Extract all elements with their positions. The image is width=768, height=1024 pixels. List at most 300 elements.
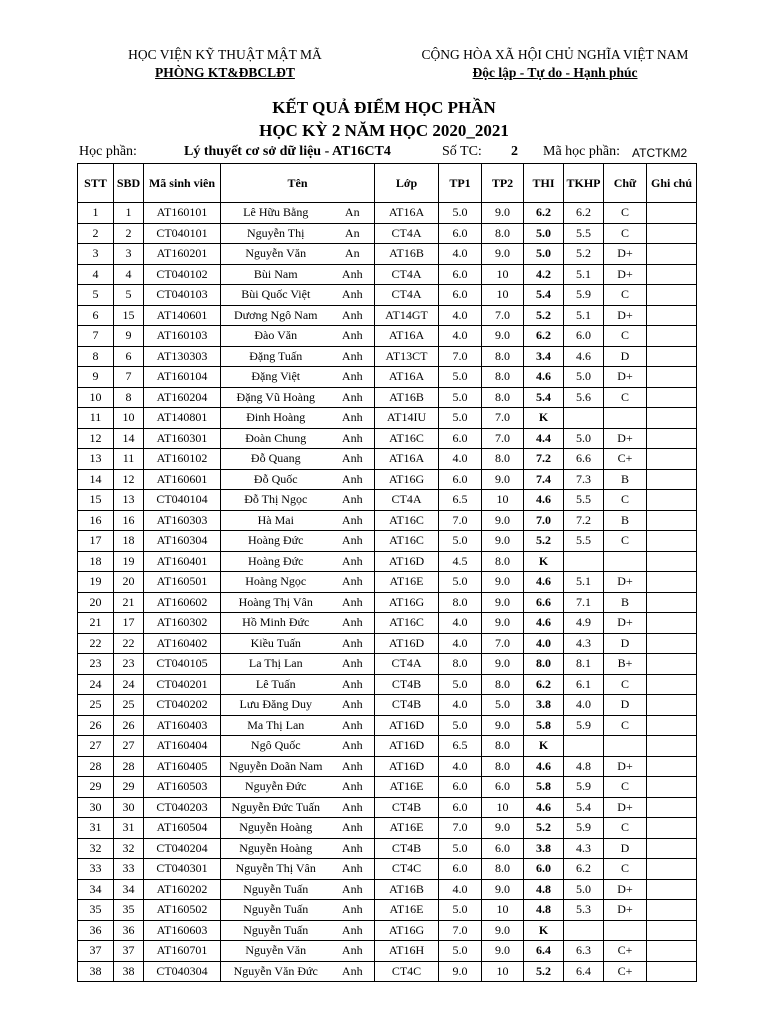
class-cell: AT16C <box>375 613 439 634</box>
grade-letter-cell <box>604 551 647 572</box>
table-row <box>78 223 697 244</box>
grade-letter-cell: C <box>604 859 647 880</box>
tkhp-cell: 6.3 <box>564 941 604 962</box>
tp2-cell: 8.0 <box>482 223 524 244</box>
given-name-cell: Anh <box>331 777 375 798</box>
given-name-cell: Anh <box>331 510 375 531</box>
table-row <box>78 654 697 675</box>
stt-cell: 2 <box>78 223 114 244</box>
sbd-cell: 20 <box>114 572 144 593</box>
table-row <box>78 387 697 408</box>
tp2-cell: 9.0 <box>482 592 524 613</box>
surname-cell: Hoàng Ngọc <box>221 572 331 593</box>
table-row <box>78 920 697 941</box>
tp1-cell: 6.0 <box>439 469 482 490</box>
student-id-cell: CT040304 <box>144 961 221 982</box>
note-cell <box>647 797 697 818</box>
stt-cell: 21 <box>78 613 114 634</box>
tp2-cell: 8.0 <box>482 756 524 777</box>
grades-table <box>77 163 697 982</box>
tp2-cell: 9.0 <box>482 326 524 347</box>
given-name-cell: Anh <box>331 818 375 839</box>
sbd-cell: 38 <box>114 961 144 982</box>
tp2-cell: 9.0 <box>482 469 524 490</box>
surname-cell: Hà Mai <box>221 510 331 531</box>
given-name-cell: Anh <box>331 859 375 880</box>
tp2-cell: 9.0 <box>482 613 524 634</box>
tp1-cell: 7.0 <box>439 510 482 531</box>
tp1-cell: 4.0 <box>439 756 482 777</box>
given-name-cell: Anh <box>331 346 375 367</box>
student-id-cell: CT040102 <box>144 264 221 285</box>
class-cell: AT16E <box>375 818 439 839</box>
stt-cell: 37 <box>78 941 114 962</box>
given-name-cell: Anh <box>331 387 375 408</box>
stt-cell: 20 <box>78 592 114 613</box>
student-id-cell: CT040201 <box>144 674 221 695</box>
sbd-cell: 23 <box>114 654 144 675</box>
surname-cell: Hoàng Thị Vân <box>221 592 331 613</box>
sbd-cell: 31 <box>114 818 144 839</box>
class-cell: AT16D <box>375 736 439 757</box>
note-cell <box>647 490 697 511</box>
class-cell: AT16B <box>375 244 439 265</box>
note-cell <box>647 859 697 880</box>
sbd-cell: 8 <box>114 387 144 408</box>
surname-cell: Nguyễn Tuấn <box>221 879 331 900</box>
class-cell: CT4C <box>375 961 439 982</box>
sbd-cell: 3 <box>114 244 144 265</box>
code-label: Mã học phần: <box>543 144 620 159</box>
document-title: KẾT QUẢ ĐIỂM HỌC PHẦN <box>272 98 496 117</box>
tp1-cell: 4.0 <box>439 879 482 900</box>
surname-cell: Ma Thị Lan <box>221 715 331 736</box>
grade-letter-cell: B <box>604 510 647 531</box>
col-header: Ghi chú <box>647 164 697 203</box>
student-id-cell: AT160404 <box>144 736 221 757</box>
tp2-cell: 10 <box>482 961 524 982</box>
class-cell: AT16D <box>375 633 439 654</box>
course-name: Lý thuyết cơ sở dữ liệu - AT16CT4 <box>184 144 391 159</box>
given-name-cell: Anh <box>331 941 375 962</box>
stt-cell: 10 <box>78 387 114 408</box>
tp2-cell: 7.0 <box>482 408 524 429</box>
tkhp-cell: 4.0 <box>564 695 604 716</box>
course-code: ATCTKM2 <box>632 146 688 160</box>
tkhp-cell: 5.9 <box>564 777 604 798</box>
surname-cell: Lưu Đăng Duy <box>221 695 331 716</box>
grade-letter-cell: C <box>604 326 647 347</box>
thi-cell: K <box>524 736 564 757</box>
student-id-cell: AT160104 <box>144 367 221 388</box>
tp1-cell: 6.5 <box>439 490 482 511</box>
student-id-cell: AT130303 <box>144 346 221 367</box>
tkhp-cell <box>564 920 604 941</box>
student-id-cell: CT040203 <box>144 797 221 818</box>
note-cell <box>647 449 697 470</box>
thi-cell: 4.2 <box>524 264 564 285</box>
class-cell: AT16G <box>375 920 439 941</box>
tkhp-cell <box>564 736 604 757</box>
note-cell <box>647 305 697 326</box>
thi-cell: 6.0 <box>524 859 564 880</box>
grade-letter-cell: D <box>604 695 647 716</box>
sbd-cell: 5 <box>114 285 144 306</box>
class-cell: CT4B <box>375 838 439 859</box>
student-id-cell: AT160701 <box>144 941 221 962</box>
surname-cell: Nguyễn Tuấn <box>221 900 331 921</box>
thi-cell: 3.4 <box>524 346 564 367</box>
table-header-row <box>78 164 697 203</box>
thi-cell: 5.2 <box>524 818 564 839</box>
given-name-cell: An <box>331 244 375 265</box>
note-cell <box>647 264 697 285</box>
sbd-cell: 34 <box>114 879 144 900</box>
grade-letter-cell: D+ <box>604 879 647 900</box>
thi-cell: 4.8 <box>524 900 564 921</box>
header-right <box>400 46 710 82</box>
tp1-cell: 5.0 <box>439 387 482 408</box>
surname-cell: Đào Văn <box>221 326 331 347</box>
class-cell: CT4A <box>375 223 439 244</box>
tp2-cell: 9.0 <box>482 531 524 552</box>
col-header: TP1 <box>439 164 482 203</box>
tkhp-cell: 5.9 <box>564 715 604 736</box>
course-info <box>79 144 739 162</box>
thi-cell: 6.2 <box>524 203 564 224</box>
grade-letter-cell <box>604 920 647 941</box>
surname-cell: Nguyễn Văn <box>221 941 331 962</box>
tp2-cell: 7.0 <box>482 633 524 654</box>
class-cell: AT16C <box>375 531 439 552</box>
table-row <box>78 859 697 880</box>
given-name-cell: Anh <box>331 797 375 818</box>
note-cell <box>647 469 697 490</box>
tp1-cell: 6.0 <box>439 797 482 818</box>
thi-cell: 4.0 <box>524 633 564 654</box>
thi-cell: 5.8 <box>524 777 564 798</box>
header-left <box>100 46 350 82</box>
class-cell: CT4C <box>375 859 439 880</box>
student-id-cell: AT160403 <box>144 715 221 736</box>
table-row <box>78 736 697 757</box>
tp2-cell: 8.0 <box>482 346 524 367</box>
table-row <box>78 531 697 552</box>
tkhp-cell: 6.6 <box>564 449 604 470</box>
col-header: TP2 <box>482 164 524 203</box>
stt-cell: 30 <box>78 797 114 818</box>
given-name-cell: Anh <box>331 633 375 654</box>
student-id-cell: AT160103 <box>144 326 221 347</box>
tkhp-cell: 6.1 <box>564 674 604 695</box>
surname-cell: Nguyễn Thị Vân <box>221 859 331 880</box>
tkhp-cell <box>564 408 604 429</box>
grade-letter-cell <box>604 736 647 757</box>
sbd-cell: 21 <box>114 592 144 613</box>
note-cell <box>647 346 697 367</box>
class-cell: AT16E <box>375 572 439 593</box>
note-cell <box>647 244 697 265</box>
tp1-cell: 5.0 <box>439 941 482 962</box>
stt-cell: 18 <box>78 551 114 572</box>
surname-cell: Bùi Nam <box>221 264 331 285</box>
surname-cell: Nguyễn Tuấn <box>221 920 331 941</box>
stt-cell: 9 <box>78 367 114 388</box>
surname-cell: Nguyễn Văn Đức <box>221 961 331 982</box>
table-row <box>78 469 697 490</box>
surname-cell: Hoàng Đức <box>221 551 331 572</box>
stt-cell: 16 <box>78 510 114 531</box>
student-id-cell: CT040101 <box>144 223 221 244</box>
tp2-cell: 10 <box>482 900 524 921</box>
tp2-cell: 8.0 <box>482 449 524 470</box>
class-cell: AT16C <box>375 428 439 449</box>
tp1-cell: 4.0 <box>439 244 482 265</box>
note-cell <box>647 736 697 757</box>
student-id-cell: AT160101 <box>144 203 221 224</box>
tp1-cell: 4.0 <box>439 695 482 716</box>
note-cell <box>647 326 697 347</box>
department-name: PHÒNG KT&ĐBCLĐT <box>155 65 295 80</box>
tp2-cell: 9.0 <box>482 203 524 224</box>
thi-cell: 3.8 <box>524 695 564 716</box>
course-label: Học phần: <box>79 144 137 159</box>
table-row <box>78 715 697 736</box>
surname-cell: Nguyễn Hoàng <box>221 838 331 859</box>
table-row <box>78 797 697 818</box>
given-name-cell: An <box>331 203 375 224</box>
thi-cell: 5.2 <box>524 305 564 326</box>
student-id-cell: AT160301 <box>144 428 221 449</box>
sbd-cell: 12 <box>114 469 144 490</box>
student-id-cell: AT160303 <box>144 510 221 531</box>
given-name-cell: Anh <box>331 551 375 572</box>
tp2-cell: 9.0 <box>482 654 524 675</box>
given-name-cell: Anh <box>331 674 375 695</box>
grade-letter-cell: D+ <box>604 244 647 265</box>
student-id-cell: AT160401 <box>144 551 221 572</box>
tp1-cell: 6.0 <box>439 223 482 244</box>
student-id-cell: AT160502 <box>144 900 221 921</box>
grade-letter-cell: B <box>604 469 647 490</box>
given-name-cell: Anh <box>331 838 375 859</box>
tkhp-cell: 5.1 <box>564 305 604 326</box>
col-header: SBD <box>114 164 144 203</box>
tp1-cell: 9.0 <box>439 961 482 982</box>
surname-cell: Lê Hữu Bằng <box>221 203 331 224</box>
stt-cell: 15 <box>78 490 114 511</box>
given-name-cell: Anh <box>331 654 375 675</box>
thi-cell: 5.0 <box>524 223 564 244</box>
tp1-cell: 5.0 <box>439 572 482 593</box>
note-cell <box>647 223 697 244</box>
surname-cell: Đỗ Quốc <box>221 469 331 490</box>
note-cell <box>647 551 697 572</box>
tkhp-cell: 6.0 <box>564 326 604 347</box>
grade-letter-cell: D+ <box>604 572 647 593</box>
class-cell: AT13CT <box>375 346 439 367</box>
student-id-cell: AT160503 <box>144 777 221 798</box>
surname-cell: Nguyễn Đức <box>221 777 331 798</box>
grade-letter-cell: C <box>604 203 647 224</box>
sbd-cell: 11 <box>114 449 144 470</box>
grade-letter-cell: D+ <box>604 900 647 921</box>
stt-cell: 19 <box>78 572 114 593</box>
class-cell: AT16A <box>375 367 439 388</box>
class-cell: AT16B <box>375 387 439 408</box>
class-cell: AT16H <box>375 941 439 962</box>
tp2-cell: 5.0 <box>482 695 524 716</box>
tp2-cell: 9.0 <box>482 920 524 941</box>
sbd-cell: 36 <box>114 920 144 941</box>
grade-letter-cell: C+ <box>604 449 647 470</box>
class-cell: AT16G <box>375 592 439 613</box>
surname-cell: Hồ Minh Đức <box>221 613 331 634</box>
tp2-cell: 9.0 <box>482 818 524 839</box>
grade-letter-cell: C+ <box>604 961 647 982</box>
given-name-cell: Anh <box>331 531 375 552</box>
tkhp-cell: 5.0 <box>564 428 604 449</box>
grade-letter-cell: D+ <box>604 264 647 285</box>
given-name-cell: Anh <box>331 449 375 470</box>
sbd-cell: 7 <box>114 367 144 388</box>
thi-cell: 4.6 <box>524 756 564 777</box>
note-cell <box>647 285 697 306</box>
surname-cell: Bùi Quốc Việt <box>221 285 331 306</box>
surname-cell: Đỗ Thị Ngọc <box>221 490 331 511</box>
tkhp-cell: 5.0 <box>564 879 604 900</box>
tp1-cell: 5.0 <box>439 531 482 552</box>
surname-cell: Nguyễn Hoàng <box>221 818 331 839</box>
student-id-cell: AT160302 <box>144 613 221 634</box>
stt-cell: 36 <box>78 920 114 941</box>
table-row <box>78 490 697 511</box>
given-name-cell: Anh <box>331 572 375 593</box>
stt-cell: 4 <box>78 264 114 285</box>
thi-cell: K <box>524 408 564 429</box>
col-header: Mã sinh viên <box>144 164 221 203</box>
tkhp-cell: 5.0 <box>564 367 604 388</box>
class-cell: AT16D <box>375 715 439 736</box>
grade-letter-cell: D <box>604 346 647 367</box>
grade-letter-cell: C <box>604 777 647 798</box>
table-row <box>78 510 697 531</box>
grade-letter-cell: C <box>604 285 647 306</box>
sbd-cell: 28 <box>114 756 144 777</box>
tp2-cell: 10 <box>482 490 524 511</box>
surname-cell: La Thị Lan <box>221 654 331 675</box>
table-row <box>78 551 697 572</box>
stt-cell: 26 <box>78 715 114 736</box>
thi-cell: 6.2 <box>524 674 564 695</box>
table-row <box>78 305 697 326</box>
table-row <box>78 367 697 388</box>
stt-cell: 33 <box>78 859 114 880</box>
tkhp-cell: 8.1 <box>564 654 604 675</box>
given-name-cell: Anh <box>331 613 375 634</box>
stt-cell: 22 <box>78 633 114 654</box>
surname-cell: Kiều Tuấn <box>221 633 331 654</box>
class-cell: AT14GT <box>375 305 439 326</box>
tp1-cell: 5.0 <box>439 367 482 388</box>
tp2-cell: 8.0 <box>482 367 524 388</box>
thi-cell: K <box>524 920 564 941</box>
stt-cell: 14 <box>78 469 114 490</box>
tkhp-cell: 5.2 <box>564 244 604 265</box>
note-cell <box>647 428 697 449</box>
note-cell <box>647 203 697 224</box>
tp1-cell: 8.0 <box>439 592 482 613</box>
surname-cell: Nguyễn Thị <box>221 223 331 244</box>
stt-cell: 6 <box>78 305 114 326</box>
stt-cell: 13 <box>78 449 114 470</box>
surname-cell: Đặng Vũ Hoàng <box>221 387 331 408</box>
grade-letter-cell: C <box>604 715 647 736</box>
table-row <box>78 633 697 654</box>
thi-cell: K <box>524 551 564 572</box>
tp1-cell: 4.0 <box>439 305 482 326</box>
tkhp-cell: 4.8 <box>564 756 604 777</box>
tp2-cell: 8.0 <box>482 551 524 572</box>
table-row <box>78 961 697 982</box>
sbd-cell: 15 <box>114 305 144 326</box>
grade-letter-cell: D+ <box>604 756 647 777</box>
sbd-cell: 4 <box>114 264 144 285</box>
surname-cell: Nguyễn Văn <box>221 244 331 265</box>
student-id-cell: AT160601 <box>144 469 221 490</box>
table-row <box>78 408 697 429</box>
given-name-cell: Anh <box>331 736 375 757</box>
student-id-cell: AT160402 <box>144 633 221 654</box>
sbd-cell: 26 <box>114 715 144 736</box>
table-row <box>78 326 697 347</box>
stt-cell: 1 <box>78 203 114 224</box>
stt-cell: 29 <box>78 777 114 798</box>
stt-cell: 28 <box>78 756 114 777</box>
sbd-cell: 32 <box>114 838 144 859</box>
stt-cell: 12 <box>78 428 114 449</box>
note-cell <box>647 838 697 859</box>
tkhp-cell: 5.1 <box>564 572 604 593</box>
class-cell: AT16D <box>375 756 439 777</box>
surname-cell: Đặng Việt <box>221 367 331 388</box>
thi-cell: 7.0 <box>524 510 564 531</box>
tp2-cell: 9.0 <box>482 572 524 593</box>
sbd-cell: 24 <box>114 674 144 695</box>
surname-cell: Nguyễn Doãn Nam <box>221 756 331 777</box>
sbd-cell: 16 <box>114 510 144 531</box>
tp1-cell: 7.0 <box>439 346 482 367</box>
tkhp-cell: 5.6 <box>564 387 604 408</box>
note-cell <box>647 695 697 716</box>
thi-cell: 6.2 <box>524 326 564 347</box>
note-cell <box>647 961 697 982</box>
thi-cell: 8.0 <box>524 654 564 675</box>
grade-letter-cell: C <box>604 490 647 511</box>
note-cell <box>647 879 697 900</box>
class-cell: CT4B <box>375 674 439 695</box>
note-cell <box>647 592 697 613</box>
motto: Độc lập - Tự do - Hạnh phúc <box>472 65 638 80</box>
given-name-cell: Anh <box>331 961 375 982</box>
class-cell: AT16A <box>375 203 439 224</box>
tp1-cell: 5.0 <box>439 715 482 736</box>
table-body <box>78 203 697 982</box>
stt-cell: 5 <box>78 285 114 306</box>
thi-cell: 7.4 <box>524 469 564 490</box>
tp1-cell: 4.0 <box>439 633 482 654</box>
tkhp-cell: 5.9 <box>564 818 604 839</box>
